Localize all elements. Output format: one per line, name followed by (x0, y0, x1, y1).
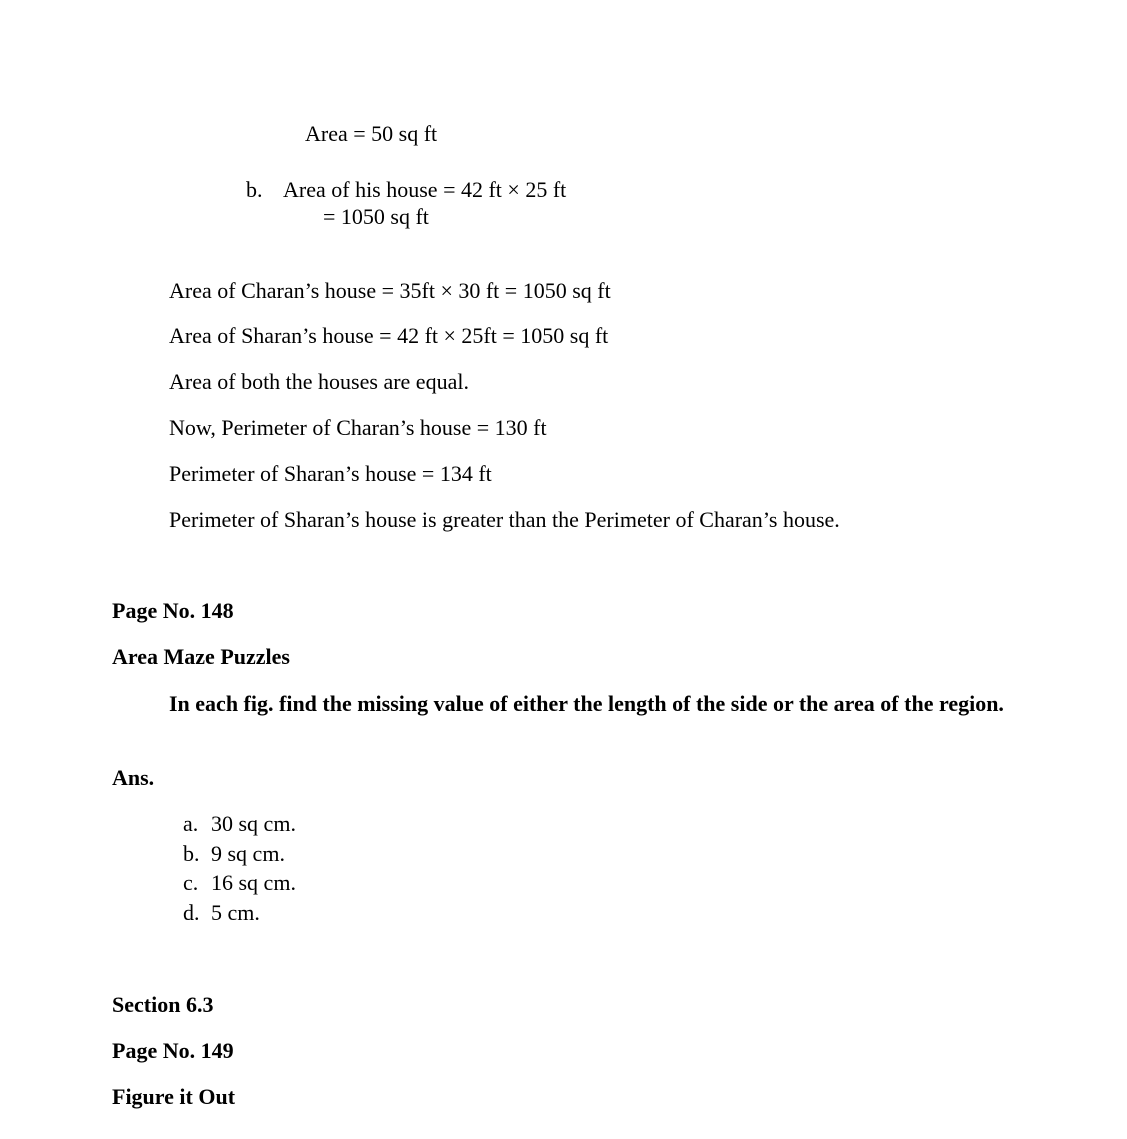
charan-area: Area of Charan’s house = 35ft × 30 ft = 1050 sq ft (169, 278, 611, 303)
figure-it-out-heading: Figure it Out (112, 1084, 236, 1109)
list-item-letter: a. (183, 811, 199, 836)
list-item-text: 30 sq cm. (211, 811, 296, 836)
answer-label: Ans. (112, 765, 155, 790)
sharan-area: Area of Sharan’s house = 42 ft × 25ft = 1050 sq ft (169, 323, 609, 348)
list-item (183, 870, 296, 896)
areas-equal: Area of both the houses are equal. (169, 369, 469, 394)
list-item-letter: b. (183, 841, 200, 866)
charan-perimeter: Now, Perimeter of Charan’s house = 130 ft (169, 415, 547, 440)
section-heading-6-3: Section 6.3 (112, 992, 214, 1017)
page-number-149: Page No. 149 (112, 1038, 234, 1063)
part-a-result: Area = 50 sq ft (305, 121, 438, 146)
list-item-text: 16 sq cm. (211, 870, 296, 895)
perimeter-conclusion: Perimeter of Sharan’s house is greater than the Perimeter of Charan’s house. (169, 507, 840, 532)
part-b-letter: b. (246, 177, 263, 202)
list-item (183, 900, 260, 926)
sharan-perimeter: Perimeter of Sharan’s house = 134 ft (169, 461, 492, 486)
list-item-text: 9 sq cm. (211, 841, 285, 866)
page-number-148: Page No. 148 (112, 598, 234, 623)
list-item-letter: c. (183, 870, 199, 895)
question-text: In each fig. find the missing value of either the length of the side or the area of the region. (169, 691, 1004, 716)
section-heading-area-maze: Area Maze Puzzles (112, 644, 290, 669)
list-item (183, 841, 285, 867)
part-b-line-1: Area of his house = 42 ft × 25 ft (283, 177, 567, 202)
list-item (183, 811, 296, 837)
part-b-line-2: = 1050 sq ft (323, 204, 429, 229)
list-item-text: 5 cm. (211, 900, 260, 925)
list-item-letter: d. (183, 900, 200, 925)
